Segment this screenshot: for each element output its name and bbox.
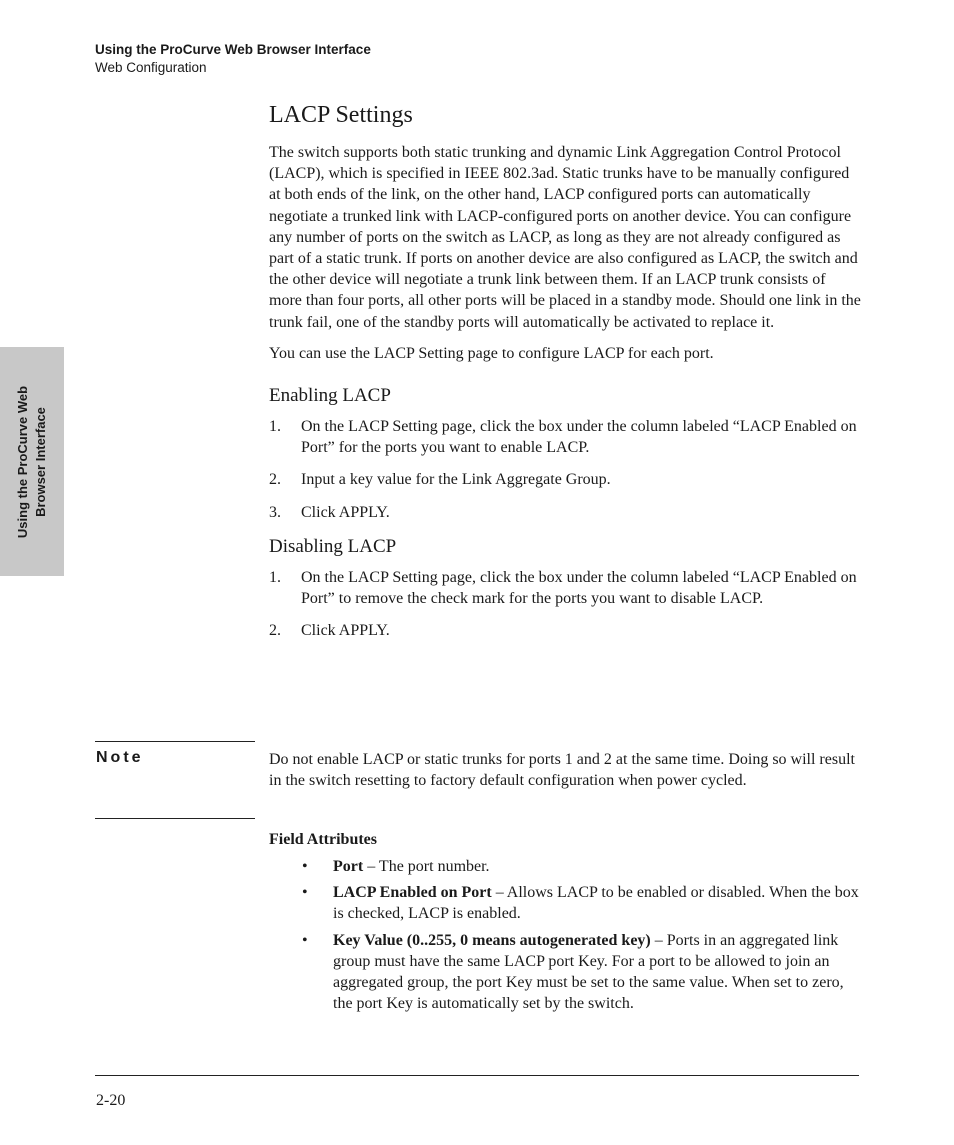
disabling-step bbox=[269, 620, 861, 641]
side-tab-line-1: Using the ProCurve Web bbox=[15, 385, 30, 539]
step-text: Click APPLY. bbox=[301, 503, 390, 521]
note-bottom-rule bbox=[95, 818, 255, 819]
step-number: 2. bbox=[269, 622, 281, 640]
header-subtitle: Web Configuration bbox=[95, 60, 207, 75]
enabling-steps bbox=[269, 416, 861, 523]
note-top-rule bbox=[95, 741, 255, 742]
field-name: Port bbox=[333, 858, 364, 875]
field-description: – Allows LACP to be enabled or disabled. When the box is checked, LACP is enabled. bbox=[333, 884, 859, 923]
field-name: Key Value (0..255, 0 means autogenerated key) bbox=[333, 931, 651, 949]
step-number: 3. bbox=[269, 503, 281, 521]
section-title: LACP Settings bbox=[269, 102, 413, 128]
enabling-step bbox=[269, 502, 861, 523]
disabling-step bbox=[269, 567, 861, 609]
step-number: 2. bbox=[269, 471, 281, 489]
step-number: 1. bbox=[269, 568, 281, 586]
side-tab-text bbox=[14, 348, 50, 577]
running-header bbox=[95, 41, 371, 77]
field-description: – Ports in an aggregated link group must have the same LACP port Key. For a port to be allowed to join an aggregated group, the port Key must be set to the same value. When set to zero, the port Key is automatically set by the switch. bbox=[333, 931, 844, 1013]
field-attributes-heading: Field Attributes bbox=[269, 831, 377, 848]
field-attributes bbox=[269, 829, 861, 1019]
note-text: Do not enable LACP or static trunks for ports 1 and 2 at the same time. Doing so will result in the switch resetting to factory default configuration when power cycled. bbox=[269, 751, 855, 790]
step-text: On the LACP Setting page, click the box under the column labeled “LACP Enabled on Port” for the ports you want to enable LACP. bbox=[301, 418, 857, 457]
chapter-side-tab bbox=[0, 347, 64, 576]
step-text: Input a key value for the Link Aggregate Group. bbox=[301, 471, 611, 489]
bullet-icon: • bbox=[302, 858, 308, 875]
side-tab-line-2: Browser Interface bbox=[33, 407, 48, 517]
header-title: Using the ProCurve Web Browser Interface bbox=[95, 42, 371, 57]
bullet-icon: • bbox=[302, 884, 308, 902]
field-item bbox=[269, 930, 861, 1015]
field-item bbox=[269, 882, 861, 924]
page-number: 2-20 bbox=[96, 1092, 126, 1109]
field-list bbox=[269, 856, 861, 1014]
enabling-heading: Enabling LACP bbox=[269, 385, 391, 407]
footer-rule bbox=[95, 1075, 859, 1076]
enabling-step bbox=[269, 416, 861, 458]
field-description: – The port number. bbox=[363, 858, 490, 875]
disabling-steps bbox=[269, 567, 861, 642]
step-number: 1. bbox=[269, 418, 281, 436]
usage-paragraph: You can use the LACP Setting page to configure LACP for each port. bbox=[269, 344, 714, 362]
bullet-icon: • bbox=[302, 931, 308, 949]
step-text: On the LACP Setting page, click the box under the column labeled “LACP Enabled on Port” to remove the check mark for the ports you want to disable LACP. bbox=[301, 568, 857, 608]
field-item bbox=[269, 856, 861, 877]
field-name: LACP Enabled on Port bbox=[333, 884, 492, 902]
disabling-heading: Disabling LACP bbox=[269, 535, 397, 557]
intro-paragraph: The switch supports both static trunking and dynamic Link Aggregation Control Protocol (LACP), which is specified in IEEE 802.3ad. Static trunks have to be manually configured at both ends of the link, on the other hand, LACP configured ports can automatically negotiate a trunked link with LACP-configured ports on another device. You can configure any number of ports on the switch as LACP, as long as they are not already configured as part of a static trunk. If ports on another device are also configured as LACP, the switch and the other device will negotiate a trunk link between them. If an LACP trunk consists of more than four ports, all other ports will be placed in a standby mode. Should one link in the trunk fail, one of the standby ports will automatically be activated to replace it. bbox=[269, 144, 861, 331]
main-content bbox=[269, 100, 861, 653]
note-label: Note bbox=[96, 749, 144, 766]
step-text: Click APPLY. bbox=[301, 622, 390, 640]
enabling-step bbox=[269, 469, 861, 490]
